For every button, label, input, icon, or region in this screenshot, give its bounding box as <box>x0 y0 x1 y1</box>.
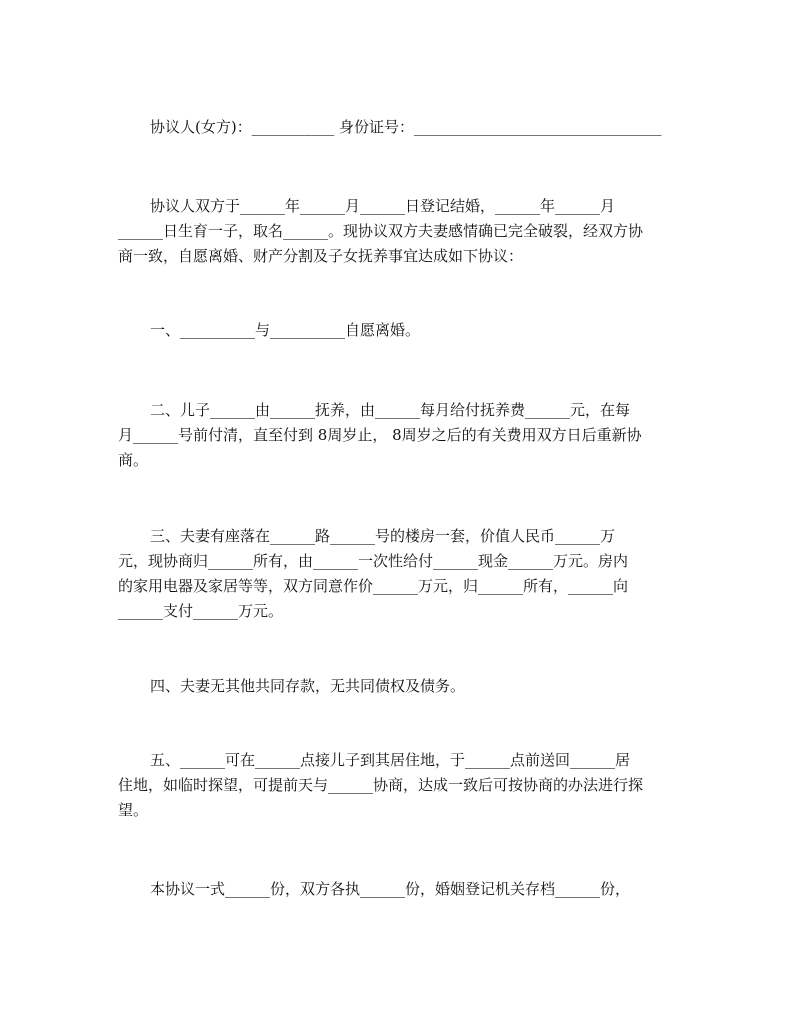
closing-paragraph <box>118 877 684 902</box>
clause-3-line-3: 的家用电器及家居等等，双方同意作价______万元，归______所有，______向 <box>118 577 629 595</box>
intro-line-3: 商一致，自愿离婚、财产分割及子女抚养事宜达成如下协议： <box>118 247 524 265</box>
clause-2-line-3: 商。 <box>118 451 149 469</box>
clause-3-line-4: ______支付______万元。 <box>118 602 284 620</box>
clause-1-line-1: 一、__________与__________自愿离婚。 <box>150 321 421 339</box>
clause-2-paragraph <box>118 398 684 473</box>
intro-paragraph <box>118 194 684 269</box>
party-info-paragraph <box>118 115 684 140</box>
party-info-line: 协议人(女方)：___________ 身份证号：_________________________________ <box>150 118 662 136</box>
clause-2-line-1: 二、儿子______由______抚养，由______每月给付抚养费______元，在每 <box>150 401 631 419</box>
clause-5-line-3: 望。 <box>118 801 149 819</box>
clause-3-line-2: 元，现协商归______所有，由______一次性给付______现金______万元。房内 <box>118 552 629 570</box>
clause-3-paragraph <box>118 524 684 624</box>
clause-2-line-2: 月______号前付清，直至付到 8周岁止， 8周岁之后的有关费用双方日后重新协 <box>118 426 642 444</box>
intro-line-2: ______日生育一子，取名______。现协议双方夫妻感情确已完全破裂，经双方协 <box>118 222 644 240</box>
clause-5-line-2: 住地，如临时探望，可提前天与______协商，达成一致后可按协商的办法进行探 <box>118 776 644 794</box>
intro-line-1: 协议人双方于______年______月______日登记结婚，______年______月 <box>150 197 616 215</box>
clause-5-line-1: 五、______可在______点接儿子到其居住地，于______点前送回______居 <box>150 751 631 769</box>
clause-4-paragraph <box>118 674 684 699</box>
closing-line-1: 本协议一式______份，双方各执______份，婚姻登记机关存档______份， <box>150 880 631 898</box>
clause-4-line-1: 四、夫妻无其他共同存款，无共同债权及债务。 <box>150 677 466 695</box>
clause-5-paragraph <box>118 748 684 823</box>
clause-1-paragraph <box>118 318 684 343</box>
clause-3-line-1: 三、夫妻有座落在______路______号的楼房一套，价值人民币______万 <box>150 527 616 545</box>
